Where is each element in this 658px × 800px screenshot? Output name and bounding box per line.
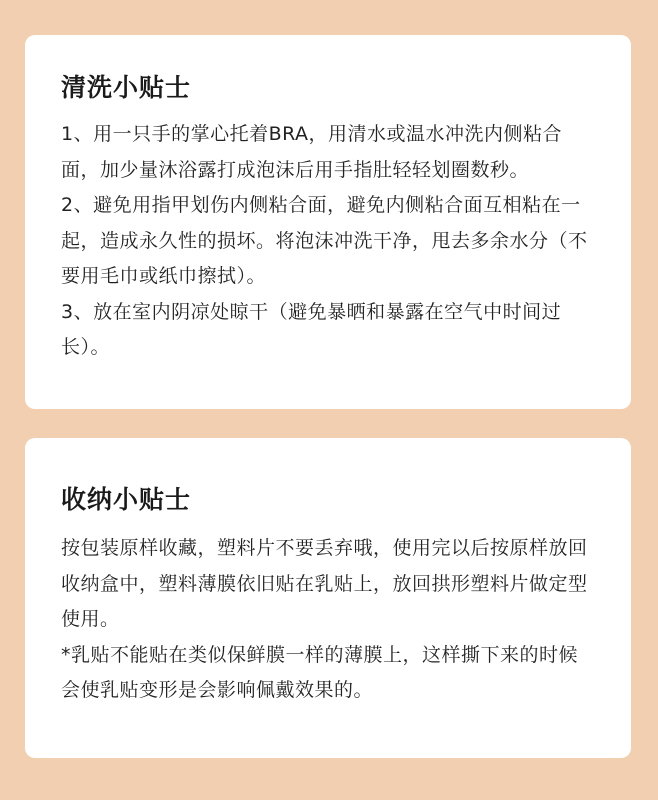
storage-tips-title: 收纳小贴士 [61, 485, 192, 514]
washing-tips-title: 清洗小贴士 [61, 73, 192, 102]
storage-tip-paragraph: 按包装原样收藏，塑料片不要丢弃哦，使用完以后按原样放回收纳盒中，塑料薄膜依旧贴在乳贴上，放回拱形塑料片做定型使用。 [61, 537, 588, 630]
storage-tips-card [25, 438, 631, 758]
washing-tip-2: 2、避免用指甲划伤内侧粘合面，避免内侧粘合面互相粘在一起，造成永久性的损坏。将泡沫冲洗干净，甩去多余水分（不要用毛巾或纸巾擦拭）。 [61, 194, 588, 287]
washing-tip-3: 3、放在室内阴凉处晾干（避免暴晒和暴露在空气中时间过长）。 [61, 300, 562, 358]
storage-tip-note: *乳贴不能贴在类似保鲜膜一样的薄膜上，这样撕下来的时候会使乳贴变形是会影响佩戴效果的。 [61, 643, 579, 701]
washing-tips-card [25, 35, 631, 409]
washing-tips-list [61, 117, 595, 366]
washing-tip-1: 1、用一只手的掌心托着BRA，用清水或温水冲洗内侧粘合面，加少量沐浴露打成泡沫后用手指肚轻轻划圈数秒。 [61, 123, 563, 181]
storage-tips-content [61, 531, 595, 709]
